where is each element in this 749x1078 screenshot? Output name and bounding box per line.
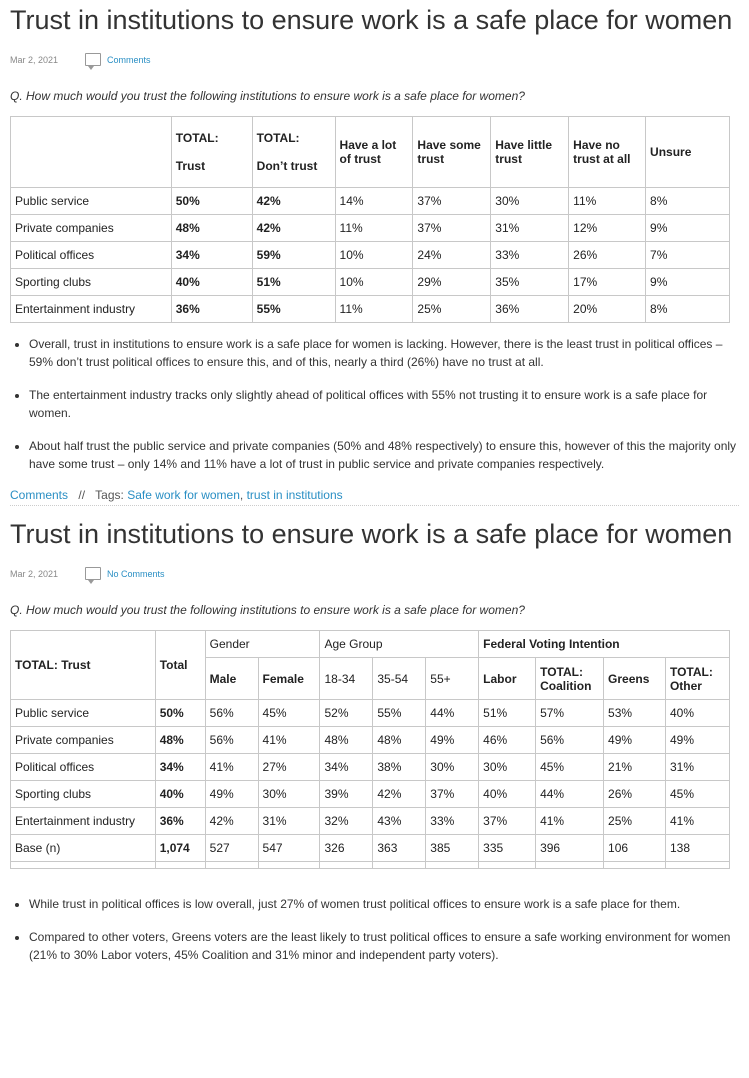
table-row <box>11 215 730 242</box>
table-cell: 48% <box>373 727 426 754</box>
table-cell: 12% <box>569 215 646 242</box>
table-cell: 42% <box>252 188 335 215</box>
demographics-table <box>10 630 730 869</box>
table-cell: 49% <box>665 727 729 754</box>
survey-question: Q. How much would you trust the following institutions to ensure work is a safe place for women? <box>10 603 525 617</box>
table-cell: 51% <box>252 269 335 296</box>
column-header: Have no trust at all <box>569 117 646 188</box>
table-row <box>11 727 730 754</box>
table-cell: 39% <box>320 781 373 808</box>
table-cell: 41% <box>205 754 258 781</box>
table-cell: 48% <box>171 215 252 242</box>
table-cell: 30% <box>426 754 479 781</box>
table-cell: 42% <box>252 215 335 242</box>
list-item: • About half trust the public service and private companies (50% and 48% respectively) to ensure this, however of this the majority only have some trust – only 14% and 11% have a lot of trust in public service and private companies respectively. <box>29 437 739 473</box>
findings-list <box>10 895 739 964</box>
table-cell: 56% <box>205 727 258 754</box>
table-cell: 11% <box>335 296 413 323</box>
table-cell: 30% <box>479 754 536 781</box>
table-cell: 14% <box>335 188 413 215</box>
row-label: Sporting clubs <box>11 269 172 296</box>
list-item: • The entertainment industry tracks only slightly ahead of political offices with 55% not trusting it to ensure work is a safe place for women. <box>29 386 739 422</box>
table-cell: 527 <box>205 835 258 862</box>
list-item: • Compared to other voters, Greens voters are the least likely to trust political offices to ensure a safe working environment for women (21% to 30% Labor voters, 45% Coalition and 31% minor and independent party voters). <box>29 928 739 964</box>
post-date: Mar 2, 2021 <box>10 569 59 579</box>
table-cell: 46% <box>479 727 536 754</box>
column-header: Have a lot of trust <box>335 117 413 188</box>
group-header-row <box>11 631 730 658</box>
table-cell: 30% <box>258 781 320 808</box>
table-cell: 43% <box>373 808 426 835</box>
row-label: Public service <box>11 700 156 727</box>
post-title[interactable]: Trust in institutions to ensure work is a safe place for women <box>10 5 733 35</box>
table-cell: 37% <box>413 188 491 215</box>
row-label: Entertainment industry <box>11 808 156 835</box>
table-cell: 37% <box>426 781 479 808</box>
table-cell: 29% <box>413 269 491 296</box>
table-cell: 34% <box>155 754 205 781</box>
table-cell: 326 <box>320 835 373 862</box>
table-cell: 52% <box>320 700 373 727</box>
table-cell: 44% <box>536 781 604 808</box>
table-cell: 32% <box>320 808 373 835</box>
table-cell: 33% <box>491 242 569 269</box>
table-cell: 44% <box>426 700 479 727</box>
table-header-row <box>11 117 730 188</box>
tag-link[interactable]: trust in institutions <box>246 488 343 502</box>
column-header: 18-34 <box>320 658 373 700</box>
table-cell: 35% <box>491 269 569 296</box>
table-cell: 40% <box>665 700 729 727</box>
table-row <box>11 700 730 727</box>
table-row <box>11 296 730 323</box>
table-cell: 56% <box>536 727 604 754</box>
table-row <box>11 781 730 808</box>
column-header: TOTAL: Other <box>665 658 729 700</box>
table-cell: 33% <box>426 808 479 835</box>
row-label: Private companies <box>11 215 172 242</box>
table-cell: 49% <box>426 727 479 754</box>
comments-link[interactable]: Comments <box>107 55 151 65</box>
group-header: Gender <box>205 631 320 658</box>
group-header: Age Group <box>320 631 479 658</box>
column-header: TOTAL: Don’t trust <box>252 117 335 188</box>
table-cell: 9% <box>646 269 730 296</box>
table-cell: 11% <box>335 215 413 242</box>
column-header: Have little trust <box>491 117 569 188</box>
column-header: Greens <box>604 658 666 700</box>
table-cell: 10% <box>335 269 413 296</box>
table-cell: 56% <box>205 700 258 727</box>
column-header: 55+ <box>426 658 479 700</box>
column-header: 35-54 <box>373 658 426 700</box>
table-cell: 34% <box>171 242 252 269</box>
post-meta <box>10 51 739 69</box>
table-cell: 31% <box>665 754 729 781</box>
row-label: Entertainment industry <box>11 296 172 323</box>
column-header: Female <box>258 658 320 700</box>
column-header: TOTAL: Trust <box>171 117 252 188</box>
row-label: Public service <box>11 188 172 215</box>
comment-icon[interactable] <box>85 567 101 580</box>
table-cell: 53% <box>604 700 666 727</box>
table-cell: 55% <box>252 296 335 323</box>
table-cell: 396 <box>536 835 604 862</box>
column-header: TOTAL: Coalition <box>536 658 604 700</box>
empty-row <box>11 862 730 869</box>
header-corner: TOTAL: Trust <box>11 631 156 700</box>
table-cell: 42% <box>205 808 258 835</box>
table-cell: 8% <box>646 296 730 323</box>
list-item: • While trust in political offices is low overall, just 27% of women trust political offices to ensure work is a safe place for them. <box>29 895 739 913</box>
tag-separator: , <box>239 488 244 502</box>
post-2 <box>10 506 739 964</box>
table-cell: 9% <box>646 215 730 242</box>
table-cell: 27% <box>258 754 320 781</box>
trust-table <box>10 116 730 323</box>
survey-question: Q. How much would you trust the following institutions to ensure work is a safe place for women? <box>10 89 525 103</box>
table-cell: 36% <box>491 296 569 323</box>
table-row <box>11 242 730 269</box>
table-cell: 34% <box>320 754 373 781</box>
table-cell: 1,074 <box>155 835 205 862</box>
comments-footer-link[interactable]: Comments <box>10 488 69 502</box>
table-cell: 106 <box>604 835 666 862</box>
table-cell: 20% <box>569 296 646 323</box>
column-header: Unsure <box>646 117 730 188</box>
table-cell: 25% <box>413 296 491 323</box>
table-cell: 385 <box>426 835 479 862</box>
table-row <box>11 269 730 296</box>
table-cell: 48% <box>320 727 373 754</box>
table-row <box>11 808 730 835</box>
table-cell: 50% <box>171 188 252 215</box>
table-cell: 41% <box>665 808 729 835</box>
table-cell: 41% <box>536 808 604 835</box>
row-label: Private companies <box>11 727 156 754</box>
column-header: Male <box>205 658 258 700</box>
findings-list <box>10 335 739 473</box>
table-row <box>11 754 730 781</box>
table-cell: 25% <box>604 808 666 835</box>
table-cell: 45% <box>665 781 729 808</box>
table-row <box>11 188 730 215</box>
tags-label: Tags: <box>95 488 124 502</box>
table-cell: 49% <box>205 781 258 808</box>
row-label: Political offices <box>11 242 172 269</box>
group-header: Federal Voting Intention <box>479 631 730 658</box>
post-title[interactable]: Trust in institutions to ensure work is a safe place for women <box>10 519 733 549</box>
table-cell: 26% <box>569 242 646 269</box>
table-cell: 31% <box>491 215 569 242</box>
list-item: • Overall, trust in institutions to ensure work is a safe place for women is lacking. However, there is the least trust in political offices – 59% don’t trust political offices to ensure this, and of this, nearly a third (26%) have no trust at all. <box>29 335 739 371</box>
table-cell: 36% <box>155 808 205 835</box>
table-cell: 24% <box>413 242 491 269</box>
table-cell: 45% <box>536 754 604 781</box>
table-cell: 138 <box>665 835 729 862</box>
table-cell: 38% <box>373 754 426 781</box>
comments-link[interactable]: No Comments <box>107 569 165 579</box>
table-cell: 41% <box>258 727 320 754</box>
row-label: Sporting clubs <box>11 781 156 808</box>
separator: // <box>78 488 86 502</box>
table-cell: 59% <box>252 242 335 269</box>
table-row <box>11 835 730 862</box>
post-footer <box>10 488 739 506</box>
table-cell: 36% <box>171 296 252 323</box>
table-cell: 8% <box>646 188 730 215</box>
column-header: Total <box>155 631 205 700</box>
post-date: Mar 2, 2021 <box>10 55 59 65</box>
table-cell: 31% <box>258 808 320 835</box>
table-cell: 7% <box>646 242 730 269</box>
table-cell: 17% <box>569 269 646 296</box>
tag-link[interactable]: Safe work for women <box>127 488 240 502</box>
header-corner <box>11 117 172 188</box>
row-label: Base (n) <box>11 835 156 862</box>
table-cell: 30% <box>491 188 569 215</box>
column-header: Have some trust <box>413 117 491 188</box>
table-cell: 55% <box>373 700 426 727</box>
table-cell: 40% <box>171 269 252 296</box>
table-cell: 363 <box>373 835 426 862</box>
table-cell: 57% <box>536 700 604 727</box>
column-header: Labor <box>479 658 536 700</box>
table-cell: 11% <box>569 188 646 215</box>
table-cell: 49% <box>604 727 666 754</box>
row-label: Political offices <box>11 754 156 781</box>
table-cell: 26% <box>604 781 666 808</box>
table-cell: 21% <box>604 754 666 781</box>
table-cell: 50% <box>155 700 205 727</box>
table-cell: 37% <box>479 808 536 835</box>
table-cell: 37% <box>413 215 491 242</box>
table-cell: 10% <box>335 242 413 269</box>
table-cell: 48% <box>155 727 205 754</box>
table-cell: 335 <box>479 835 536 862</box>
table-cell: 40% <box>155 781 205 808</box>
table-cell: 51% <box>479 700 536 727</box>
table-cell: 42% <box>373 781 426 808</box>
table-cell: 40% <box>479 781 536 808</box>
post-meta <box>10 565 739 583</box>
comment-icon[interactable] <box>85 53 101 66</box>
table-cell: 45% <box>258 700 320 727</box>
table-cell: 547 <box>258 835 320 862</box>
post-1 <box>10 0 739 506</box>
